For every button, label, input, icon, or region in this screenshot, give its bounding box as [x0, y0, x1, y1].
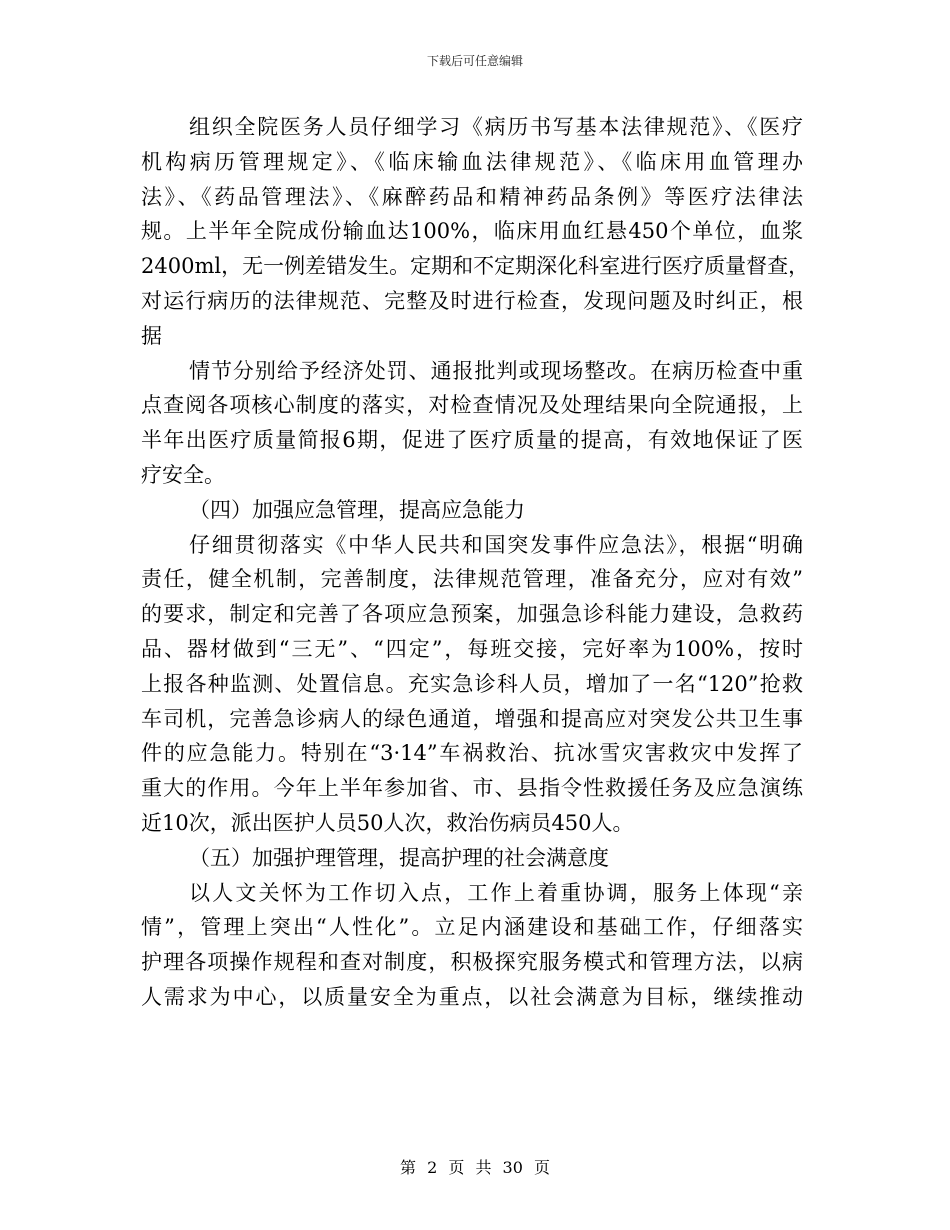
text-line: 法》、《药品管理法》、《麻醉药品和精神药品条例》等医疗法律法: [141, 184, 803, 209]
text-line: 组织全院医务人员仔细学习《病历书写基本法律规范》、《医疗: [189, 115, 803, 139]
text-line: 上报各种监测、处置信息。充实急诊科人员，增加了一名“120”抢救: [141, 671, 803, 696]
text-line: 以人文关怀为工作切入点，工作上着重协调，服务上体现“亲: [189, 880, 803, 905]
text-line: 重大的作用。今年上半年参加省、市、县指令性救援任务及应急演练: [141, 776, 803, 801]
section-heading-emergency: （四）加强应急管理，提高应急能力: [189, 497, 525, 522]
text-line: 的要求，制定和完善了各项应急预案，加强急诊科能力建设，急救药: [141, 602, 803, 627]
page-number: 第 2 页 共 30 页: [400, 1158, 550, 1177]
text-line: 品、器材做到“三无”、“四定”，每班交接，完好率为100%，按时: [141, 636, 803, 661]
page-header-note: 下载后可任意编辑: [426, 54, 523, 68]
text-line: 情节分别给予经济处罚、通报批判或现场整改。在病历检查中重: [189, 358, 803, 383]
text-line: 人需求为中心，以质量安全为重点，以社会满意为目标，继续推动: [141, 984, 803, 1009]
text-line: 车司机，完善急诊病人的绿色通道，增强和提高应对突发公共卫生事: [141, 706, 803, 731]
text-line: 近10次，派出医护人员50人次，救治伤病员450人。: [141, 810, 634, 835]
text-line: 规。上半年全院成份输血达100%，临床用血红悬450个单位，血浆: [141, 219, 803, 244]
text-line: 疗安全。: [141, 462, 225, 487]
text-line: 机构病历管理规定》、《临床输血法律规范》、《临床用血管理办: [141, 149, 803, 174]
paragraph-nursing-management: [141, 876, 803, 1015]
paragraph-record-inspection: [141, 354, 803, 493]
text-line: 2400ml，无一例差错发生。定期和不定期深化科室进行医疗质量督查，: [141, 254, 810, 279]
text-line: 护理各项操作规程和查对制度，积极探究服务模式和管理方法，以病: [141, 950, 803, 975]
text-line: 半年出医疗质量简报6期，促进了医疗质量的提高，有效地保证了医: [141, 428, 803, 453]
text-line: 据: [141, 323, 162, 348]
text-line: 责任，健全机制，完善制度，法律规范管理，准备充分，应对有效”: [141, 567, 803, 592]
section-heading-nursing: （五）加强护理管理，提高护理的社会满意度: [189, 845, 609, 870]
text-line: 对运行病历的法律规范、完整及时进行检查，发现问题及时纠正，根: [141, 288, 803, 313]
text-line: 情”，管理上突出“人性化”。立足内涵建设和基础工作，仔细落实: [141, 915, 803, 940]
paragraph-emergency-management: [141, 528, 803, 841]
paragraph-blood-records: [141, 110, 810, 354]
document-body: [141, 110, 810, 1015]
text-line: 仔细贯彻落实《中华人民共和国突发事件应急法》，根据“明确: [189, 532, 803, 557]
text-line: 点查阅各项核心制度的落实，对检查情况及处理结果向全院通报，上: [141, 393, 803, 418]
text-line: 件的应急能力。特别在“3·14”车祸救治、抗冰雪灾害救灾中发挥了: [141, 741, 803, 766]
